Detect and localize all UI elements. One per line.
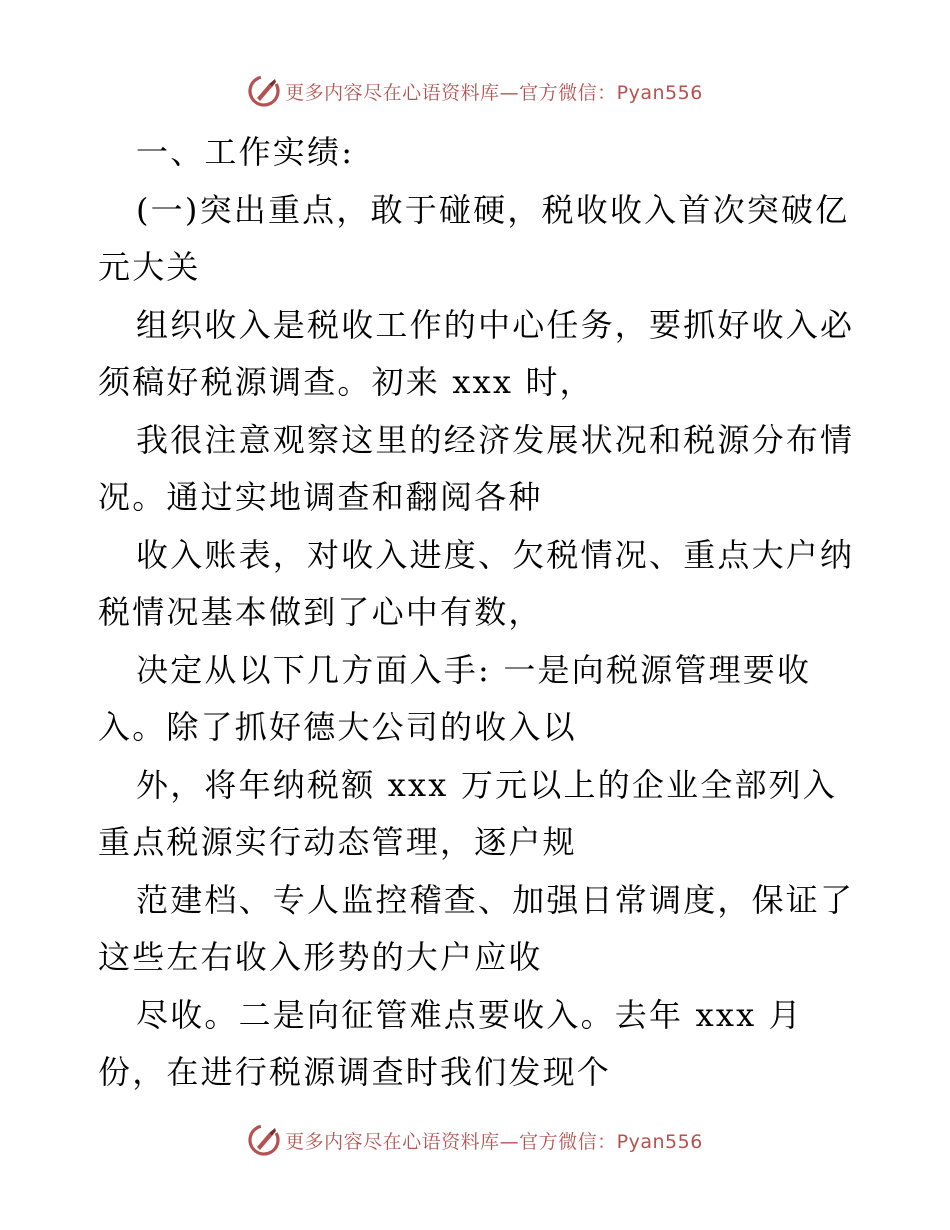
header-banner-text: 更多内容尽在心语资料库—官方微信：Pyan556 (285, 81, 703, 104)
header-banner (0, 71, 950, 111)
body-line: 一、工作实绩: (136, 133, 355, 171)
body-line: 重点税源实行动态管理，逐户规 (98, 823, 577, 861)
body-line: 我很注意观察这里的经济发展状况和税源分布情 (136, 420, 855, 459)
body-line: (一)突出重点，敢于碰硬，税收收入首次突破亿 (136, 190, 850, 229)
body-line: 入。除了抓好德大公司的收入以 (98, 708, 577, 746)
body-line: 份，在进行税源调查时我们发现个 (98, 1053, 612, 1091)
body-line: 况。通过实地调查和翻阅各种 (98, 478, 543, 516)
brush-logo-icon (247, 1123, 281, 1157)
body-line: 组织收入是税收工作的中心任务，要抓好收入必 (136, 305, 855, 344)
body-line: 这些左右收入形势的大户应收 (98, 938, 543, 976)
footer-banner-text: 更多内容尽在心语资料库—官方微信：Pyan556 (285, 1130, 703, 1153)
body-line: 税情况基本做到了心中有数， (98, 593, 543, 631)
body-line: 须稿好税源调查。初来 xxx 时， (98, 363, 594, 401)
body-line: 决定从以下几方面入手: 一是向税源管理要收 (136, 650, 812, 689)
brush-logo-icon (247, 74, 281, 108)
body-line: 外，将年纳税额 xxx 万元以上的企业全部列入 (136, 765, 838, 804)
body-line: 元大关 (98, 248, 201, 286)
document-body (98, 124, 858, 1102)
footer-banner (0, 1120, 950, 1160)
body-line: 范建档、专人监控稽查、加强日常调度，保证了 (136, 880, 855, 919)
body-line: 收入账表，对收入进度、欠税情况、重点大户纳 (136, 535, 855, 574)
body-line: 尽收。二是向征管难点要收入。去年 xxx 月 (136, 995, 803, 1034)
